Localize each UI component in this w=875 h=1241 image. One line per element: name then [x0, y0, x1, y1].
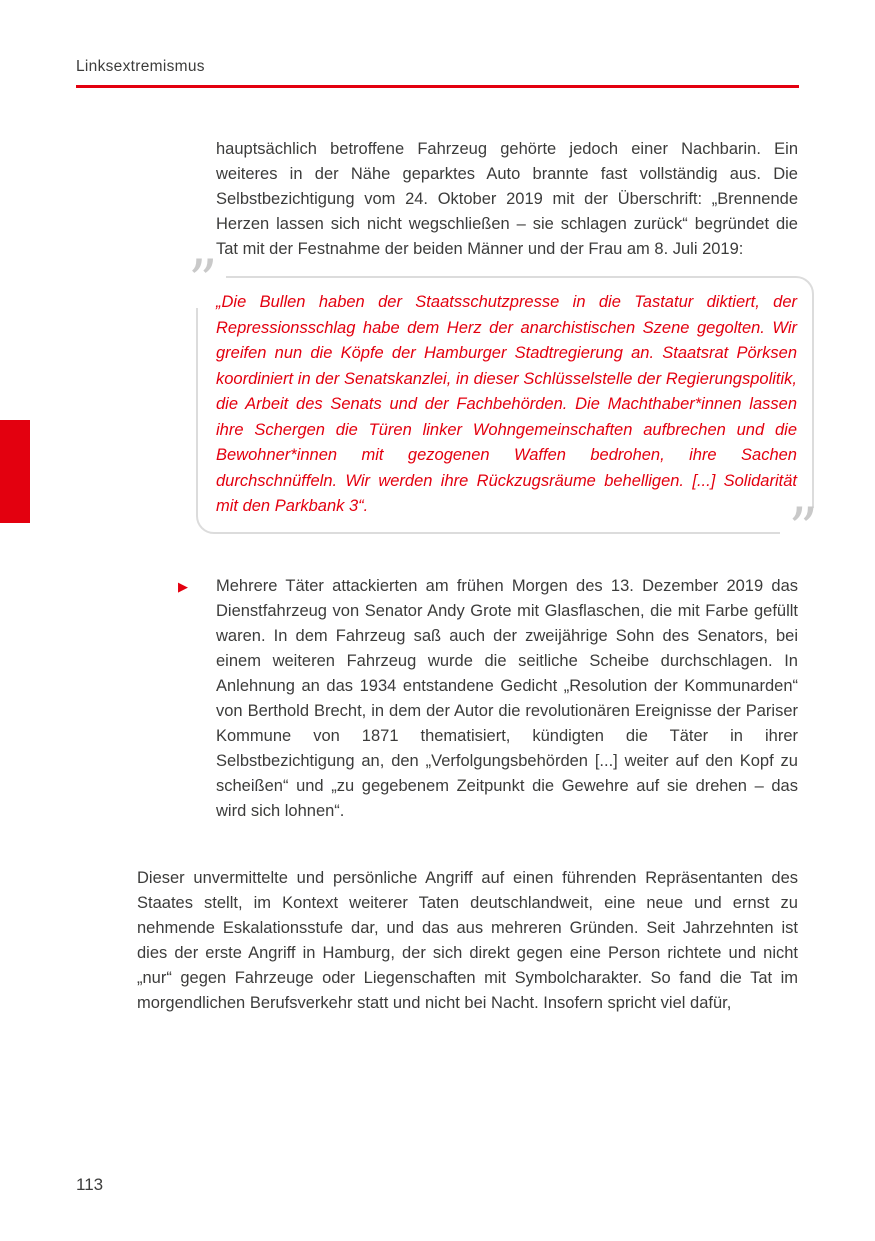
paragraph-closing: Dieser unvermittelte und persönliche Angriff auf einen führenden Repräsentanten des Staates stellt, im Kontext weiterer Taten deutschlandweit, eine neue und ernst zu nehmende Eskalationsstufe dar, und das aus mehreren Gründen. Seit Jahrzehnten ist dies der erste Angriff in Hamburg, der sich direkt gegen eine Person richtete und nicht „nur“ gegen Fahrzeuge oder Liegenschaften mit Symbolcharakter. So fand die Tat im morgendlichen Berufsverkehr statt und nicht bei Nacht. Insofern spricht viel dafür, [137, 868, 798, 1012]
blockquote [188, 247, 818, 563]
page-number: 113 [76, 1175, 104, 1194]
quote-text: „Die Bullen haben der Staatsschutzpresse in die Tastatur diktiert, der Repressionsschlag habe dem Herz der anarchistischen Szene gegolten. Wir greifen nun die Köpfe der Hamburger Stadtregierung an. Staatsrat Pörksen koordiniert in der Senatskanzlei, in dieser Schlüsselstelle der Regierungspolitik, die Arbeit des Senats und der Fachbehörden. Die Machthaber*innen lassen ihre Schergen die Türen linker Wohngemeinschaften aufbrechen und die Bewohner*innen mit gezogenen Waffen bedrohen, ihre Sachen durchschnüffeln. Wir werden ihre Rückzugsräume behelligen. [...] Solidarität mit den Parkbank 3“. [216, 293, 797, 515]
page-body [76, 137, 818, 1016]
header-rule [76, 85, 799, 88]
list-item [178, 574, 798, 824]
running-header: Linksextremismus [76, 58, 205, 75]
close-quote-icon: ” [780, 508, 826, 556]
open-quote-icon: ” [180, 260, 226, 308]
bullet-arrow-icon: ▶ [178, 578, 188, 594]
chapter-tab-marker [0, 420, 30, 523]
paragraph-intro: hauptsächlich betroffene Fahrzeug gehörte jedoch einer Nachbarin. Ein weiteres in der Nähe geparktes Auto brannte fast vollständig aus. Die Selbstbezichtigung vom 24. Oktober 2019 mit der Überschrift: „Brennende Herzen lassen sich nicht wegschließen – sie schlagen zurück“ begründet die Tat mit der Festnahme der beiden Männer und der Frau am 8. Juli 2019: [216, 140, 798, 258]
list-item-text: Mehrere Täter attackierten am frühen Morgen des 13. Dezember 2019 das Dienstfahrzeug von Senator Andy Grote mit Glasflaschen, die mit Farbe gefüllt waren. In dem Fahrzeug saß auch der zweijährige Sohn des Senators, bei einem weiteren Fahrzeug wurde die seitliche Scheibe durchschlagen. In Anlehnung an das 1934 entstandene Gedicht „Resolution der Kommunarden“ von Berthold Brecht, in dem der Autor die revolutionären Ereignisse der Pariser Kommune von 1871 thematisiert, kündigten die Täter in ihrer Selbstbezichtigung an, den „Verfolgungsbehörden [...] weiter auf den Kopf zu scheißen“ und „zu gegebenem Zeitpunkt die Gewehre auf sie drehen – das wird sich lohnen“. [216, 576, 798, 820]
